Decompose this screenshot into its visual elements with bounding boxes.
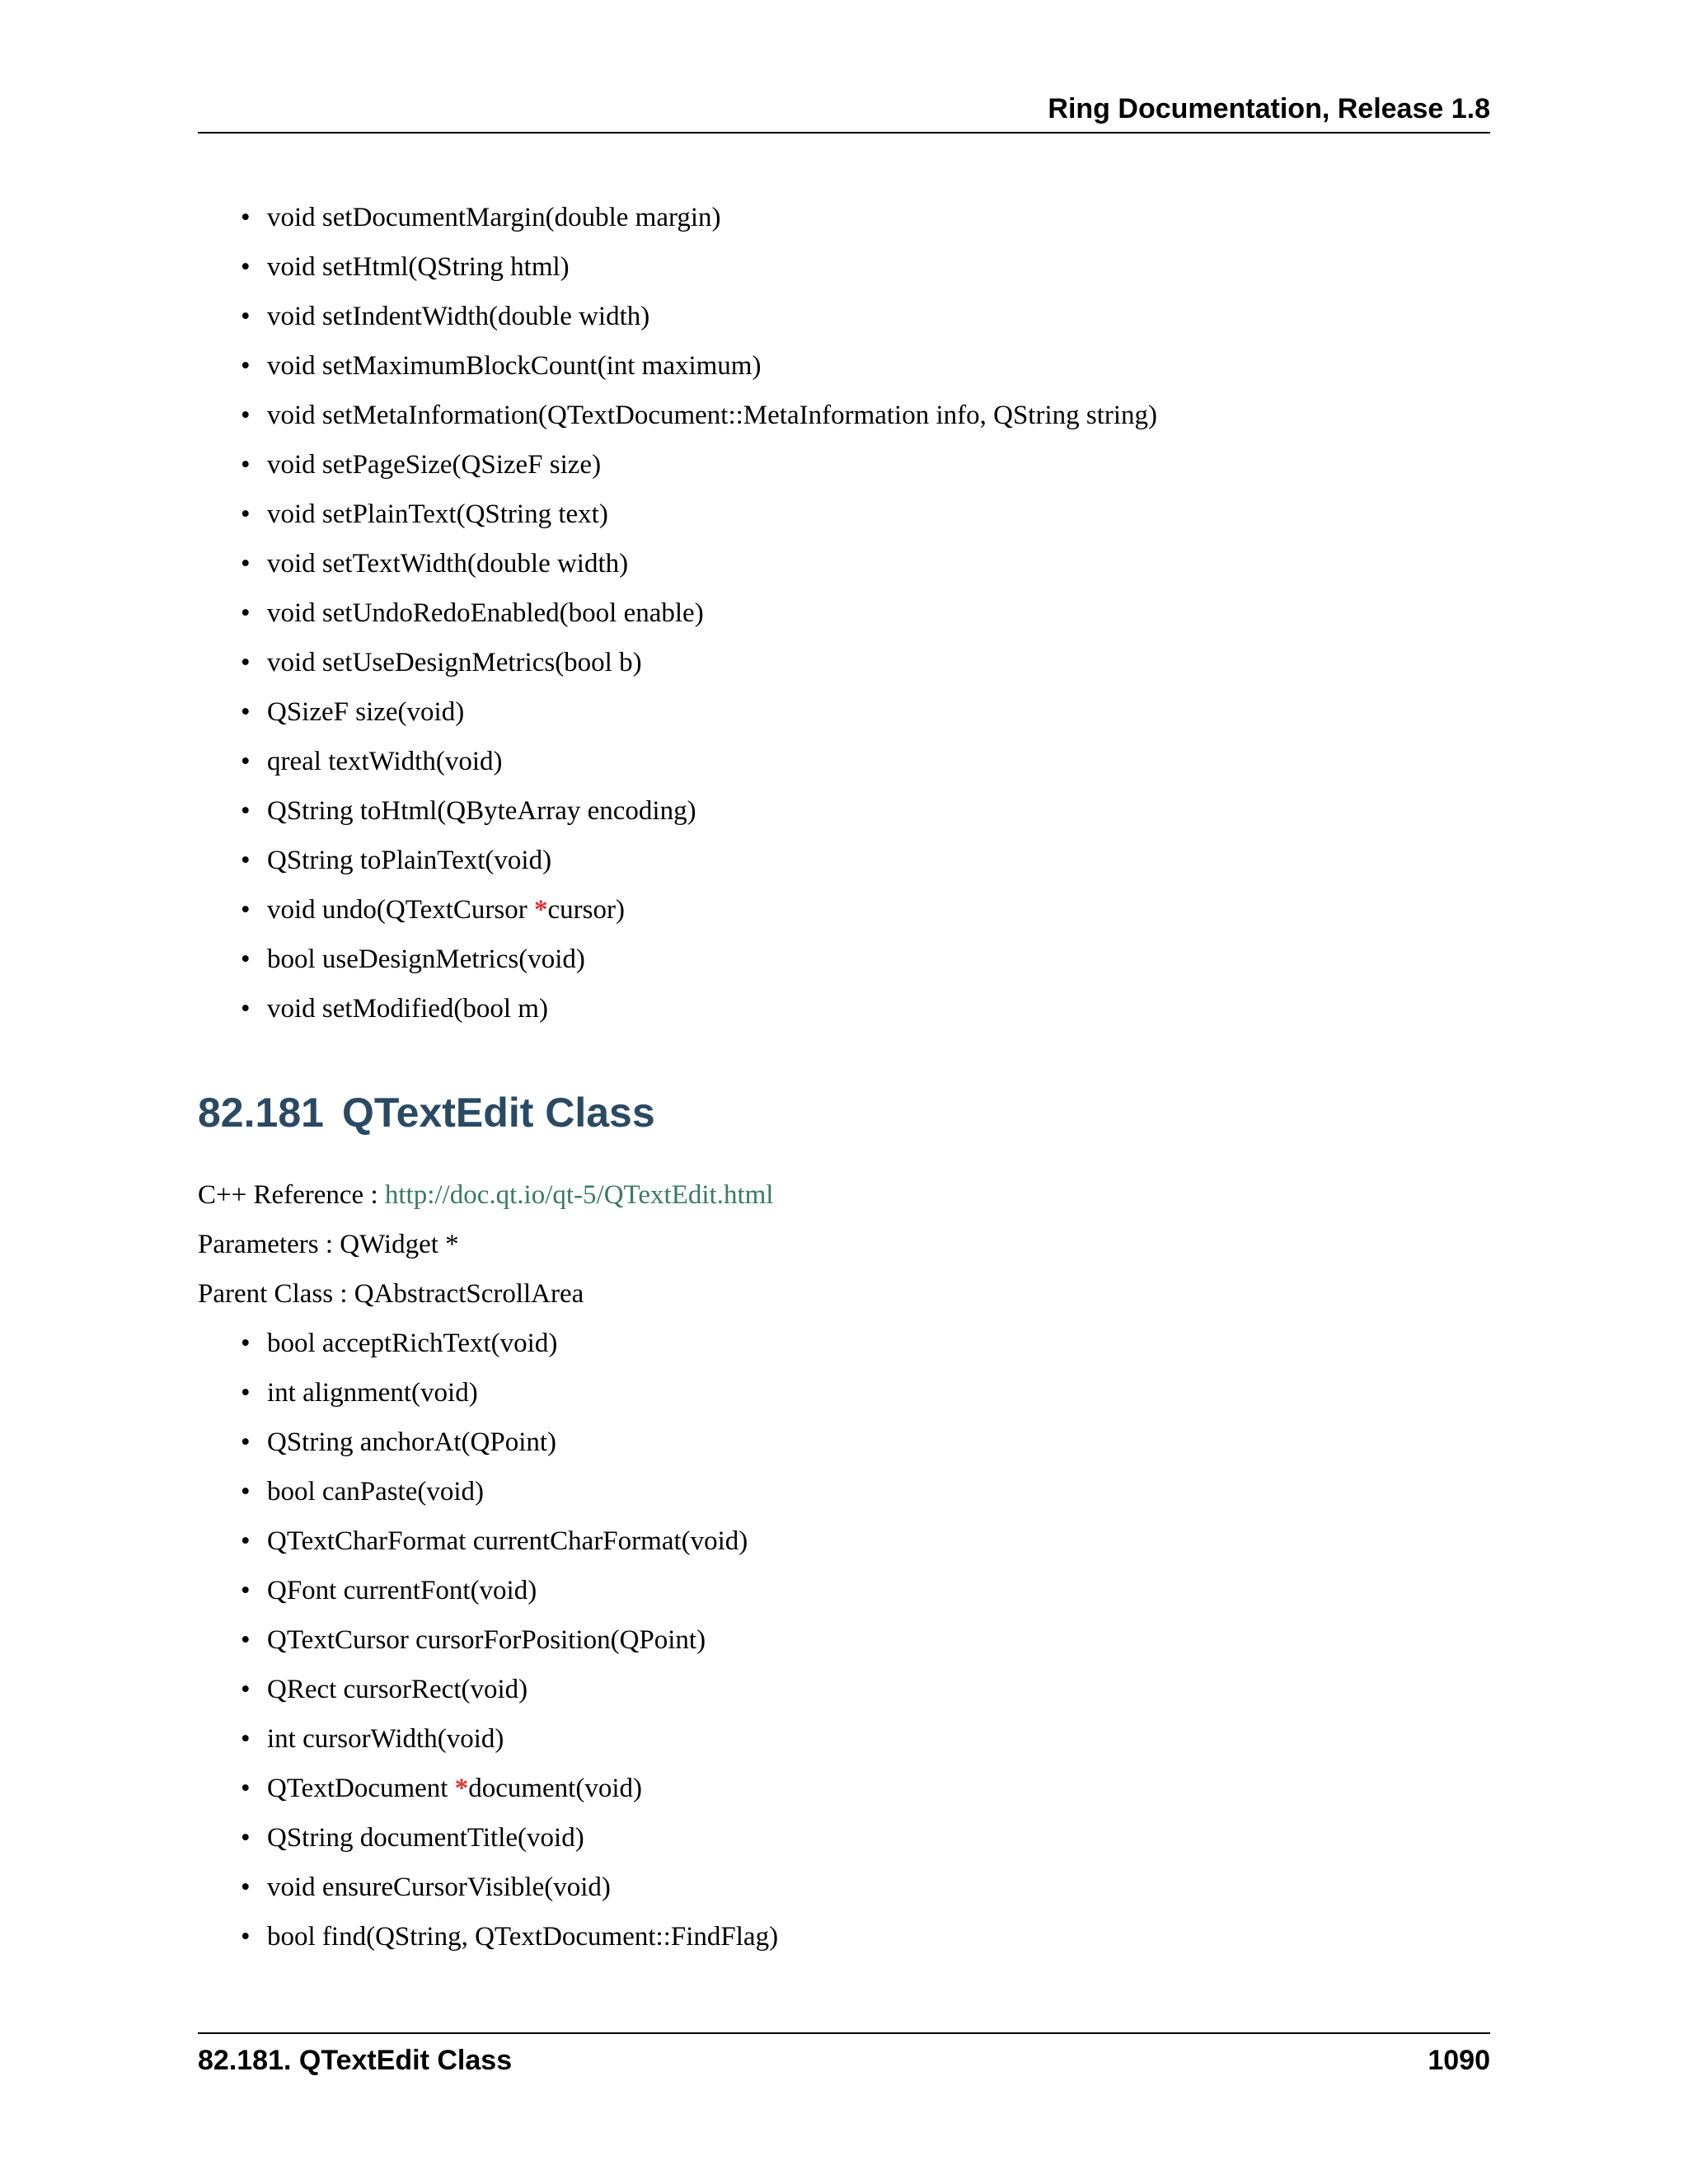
page-header	[198, 92, 1490, 134]
method-item	[241, 687, 1157, 737]
parameters-line: Parameters : QWidget *	[198, 1230, 459, 1259]
method-signature: bool acceptRichText(void)	[267, 1329, 558, 1358]
method-item	[241, 1418, 778, 1467]
method-signature: QString toPlainText(void)	[267, 846, 552, 875]
method-item	[241, 1368, 778, 1418]
section-title: QTextEdit Class	[341, 1090, 655, 1136]
method-signature: void setPlainText(QString text)	[267, 499, 608, 529]
page-footer	[198, 2032, 1490, 2076]
document-title: Ring Documentation, Release 1.8	[1048, 93, 1490, 124]
method-item	[241, 1863, 778, 1912]
method-item	[241, 1714, 778, 1764]
method-list-qtextdocument	[241, 193, 1157, 1033]
method-signature: void setDocumentMargin(double margin)	[267, 203, 721, 232]
method-item	[241, 984, 1157, 1033]
method-item	[241, 1615, 778, 1665]
method-item	[241, 539, 1157, 588]
method-signature: void ensureCursorVisible(void)	[267, 1872, 611, 1902]
method-item	[241, 1516, 778, 1566]
method-list-qtextedit	[241, 1319, 778, 1961]
cpp-reference-link[interactable]: http://doc.qt.io/qt-5/QTextEdit.html	[384, 1180, 774, 1210]
method-signature: int cursorWidth(void)	[267, 1724, 504, 1754]
method-signature: QString documentTitle(void)	[267, 1823, 584, 1853]
pointer-asterisk: *	[534, 895, 548, 925]
method-signature: int alignment(void)	[267, 1378, 478, 1408]
section-heading	[198, 1086, 655, 1139]
method-item	[241, 737, 1157, 786]
method-item	[241, 885, 1157, 935]
method-signature: QTextCharFormat currentCharFormat(void)	[267, 1526, 748, 1556]
method-item	[241, 638, 1157, 687]
method-signature: void setTextWidth(double width)	[267, 549, 629, 579]
method-signature: void setUseDesignMetrics(bool b)	[267, 648, 642, 677]
method-item	[241, 490, 1157, 539]
pointer-asterisk: *	[454, 1774, 469, 1803]
method-signature: QTextCursor cursorForPosition(QPoint)	[267, 1625, 706, 1655]
method-item	[241, 193, 1157, 242]
method-item	[241, 1764, 778, 1813]
page-number: 1090	[1428, 2045, 1490, 2076]
method-signature: QString anchorAt(QPoint)	[267, 1427, 557, 1457]
section-number: 82.181	[198, 1090, 324, 1136]
method-item	[241, 935, 1157, 984]
method-item	[241, 341, 1157, 391]
method-signature: void setIndentWidth(double width)	[267, 302, 650, 331]
method-signature: bool useDesignMetrics(void)	[267, 944, 585, 974]
method-signature: QFont currentFont(void)	[267, 1576, 537, 1605]
method-item	[241, 1566, 778, 1615]
method-signature: void setHtml(QString html)	[267, 252, 570, 282]
method-signature: QSizeF size(void)	[267, 697, 465, 727]
method-signature: bool find(QString, QTextDocument::FindFlag)	[267, 1922, 779, 1952]
method-signature: QRect cursorRect(void)	[267, 1675, 528, 1704]
method-item	[241, 242, 1157, 292]
cpp-reference-label: C++ Reference :	[198, 1180, 385, 1210]
method-item	[241, 786, 1157, 836]
method-signature: void setMaximumBlockCount(int maximum)	[267, 351, 762, 381]
method-item	[241, 440, 1157, 490]
parent-class-line: Parent Class : QAbstractScrollArea	[198, 1279, 584, 1309]
method-signature: void setModified(bool m)	[267, 994, 548, 1024]
footer-section-title: 82.181. QTextEdit Class	[198, 2045, 513, 2076]
method-item	[241, 292, 1157, 341]
method-signature: void setPageSize(QSizeF size)	[267, 450, 602, 480]
cpp-reference-line	[198, 1170, 773, 1220]
method-signature: void setUndoRedoEnabled(bool enable)	[267, 598, 704, 628]
method-item	[241, 1319, 778, 1368]
method-item	[241, 1912, 778, 1961]
method-signature: qreal textWidth(void)	[267, 747, 503, 776]
method-signature: bool canPaste(void)	[267, 1477, 485, 1507]
method-item	[241, 1665, 778, 1714]
method-item	[241, 588, 1157, 638]
method-signature: QTextDocument	[267, 1774, 455, 1803]
method-item	[241, 391, 1157, 440]
method-item	[241, 1813, 778, 1863]
method-signature: QString toHtml(QByteArray encoding)	[267, 796, 696, 826]
method-item	[241, 1467, 778, 1516]
method-signature-rest: cursor)	[547, 895, 625, 925]
method-signature-rest: document(void)	[468, 1774, 642, 1803]
method-signature: void undo(QTextCursor	[267, 895, 534, 925]
method-item	[241, 836, 1157, 885]
method-signature: void setMetaInformation(QTextDocument::MetaInformation info, QString string)	[267, 401, 1158, 430]
